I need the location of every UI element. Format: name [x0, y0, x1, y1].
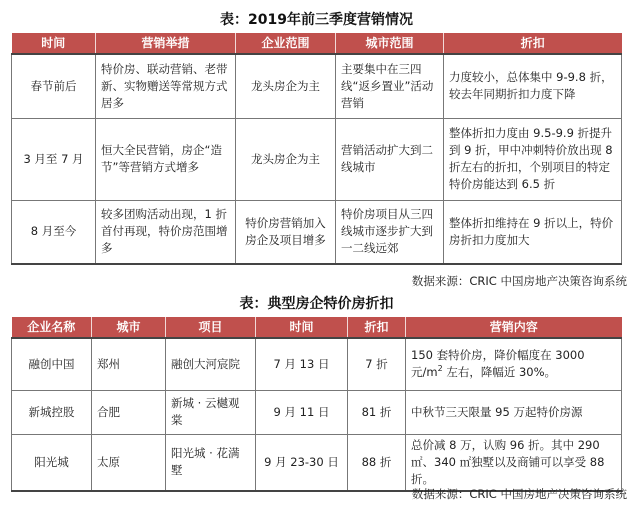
cell-city-scope: 主要集中在三四线“返乡置业”活动营销 — [336, 54, 444, 118]
table-row — [12, 118, 622, 200]
cell-company: 融创中国 — [12, 338, 92, 390]
cell-project: 新城 · 云樾观棠 — [166, 390, 256, 434]
cell-discount: 88 折 — [348, 434, 406, 491]
header-company-scope: 企业范围 — [236, 33, 336, 55]
cell-city-scope: 特价房项目从三四线城市逐步扩大到一二线远郊 — [336, 200, 444, 264]
table2-title: 表：典型房企特价房折扣 — [239, 296, 394, 312]
cell-project: 阳光城 · 花满墅 — [166, 434, 256, 491]
header-measures: 营销举措 — [96, 33, 236, 55]
table1-header-row — [12, 33, 622, 55]
table-row — [12, 200, 622, 264]
cell-discount: 力度较小，总体集中 9-9.8 折，较去年同期折扣力度下降 — [444, 54, 622, 118]
header-discount: 折扣 — [348, 317, 406, 339]
unit-superscript: 2 — [437, 364, 443, 374]
header-marketing-content: 营销内容 — [406, 317, 622, 339]
cell-project: 融创大河宸院 — [166, 338, 256, 390]
cell-measures: 较多团购活动出现，1 折首付再现，特价房范围增多 — [96, 200, 236, 264]
cell-time: 春节前后 — [12, 54, 96, 118]
cell-company: 阳光城 — [12, 434, 92, 491]
cell-marketing-content: 总价减 8 万，认购 96 折。其中 290 ㎡、340 ㎡独墅以及商铺可以享受 88 折。 — [406, 434, 622, 491]
header-city: 城市 — [92, 317, 166, 339]
header-discount: 折扣 — [444, 33, 622, 55]
cell-company: 新城控股 — [12, 390, 92, 434]
header-city-scope: 城市范围 — [336, 33, 444, 55]
developer-discount-table — [11, 316, 622, 492]
header-date: 时间 — [256, 317, 348, 339]
cell-discount: 整体折扣力度由 9.5-9.9 折提升到 9 折，甲中冲刺特价放出现 8 折左右的折扣，个别项目的特定特价房能达到 6.5 折 — [444, 118, 622, 200]
cell-city: 郑州 — [92, 338, 166, 390]
header-time: 时间 — [12, 33, 96, 55]
cell-discount: 7 折 — [348, 338, 406, 390]
table1-source: 数据来源：CRIC 中国房地产决策咨询系统 — [411, 274, 627, 288]
cell-company-scope: 龙头房企为主 — [236, 118, 336, 200]
table-row — [12, 338, 622, 390]
table-row — [12, 390, 622, 434]
table2-header-row — [12, 317, 622, 339]
cell-date: 9 月 23-30 日 — [256, 434, 348, 491]
cell-time: 8 月至今 — [12, 200, 96, 264]
table1-title: 表：2019年前三季度营销情况 — [220, 12, 413, 28]
cell-measures: 恒大全民营销，房企“造节”等营销方式增多 — [96, 118, 236, 200]
table-row — [12, 54, 622, 118]
cell-company-scope: 龙头房企为主 — [236, 54, 336, 118]
cell-city: 合肥 — [92, 390, 166, 434]
cell-city-scope: 营销活动扩大到二线城市 — [336, 118, 444, 200]
cell-company-scope: 特价房营销加入房企及项目增多 — [236, 200, 336, 264]
table2-source: 数据来源：CRIC 中国房地产决策咨询系统 — [411, 487, 627, 501]
cell-marketing-content — [406, 338, 622, 390]
cell-discount: 整体折扣维持在 9 折以上，特价房折扣力度加大 — [444, 200, 622, 264]
header-project: 项目 — [166, 317, 256, 339]
content-text-cont: 左右，降幅近 30%。 — [446, 365, 557, 380]
cell-date: 7 月 13 日 — [256, 338, 348, 390]
cell-date: 9 月 11 日 — [256, 390, 348, 434]
header-company: 企业名称 — [12, 317, 92, 339]
marketing-table — [11, 32, 622, 265]
cell-marketing-content: 中秋节三天限量 95 万起特价房源 — [406, 390, 622, 434]
cell-measures: 特价房、联动营销、老带新、实物赠送等常规方式居多 — [96, 54, 236, 118]
content-text: 150 套特价房，降价幅度在 3000 元/m — [411, 348, 585, 380]
cell-discount: 81 折 — [348, 390, 406, 434]
cell-time: 3 月至 7 月 — [12, 118, 96, 200]
table-row — [12, 434, 622, 491]
cell-city: 太原 — [92, 434, 166, 491]
